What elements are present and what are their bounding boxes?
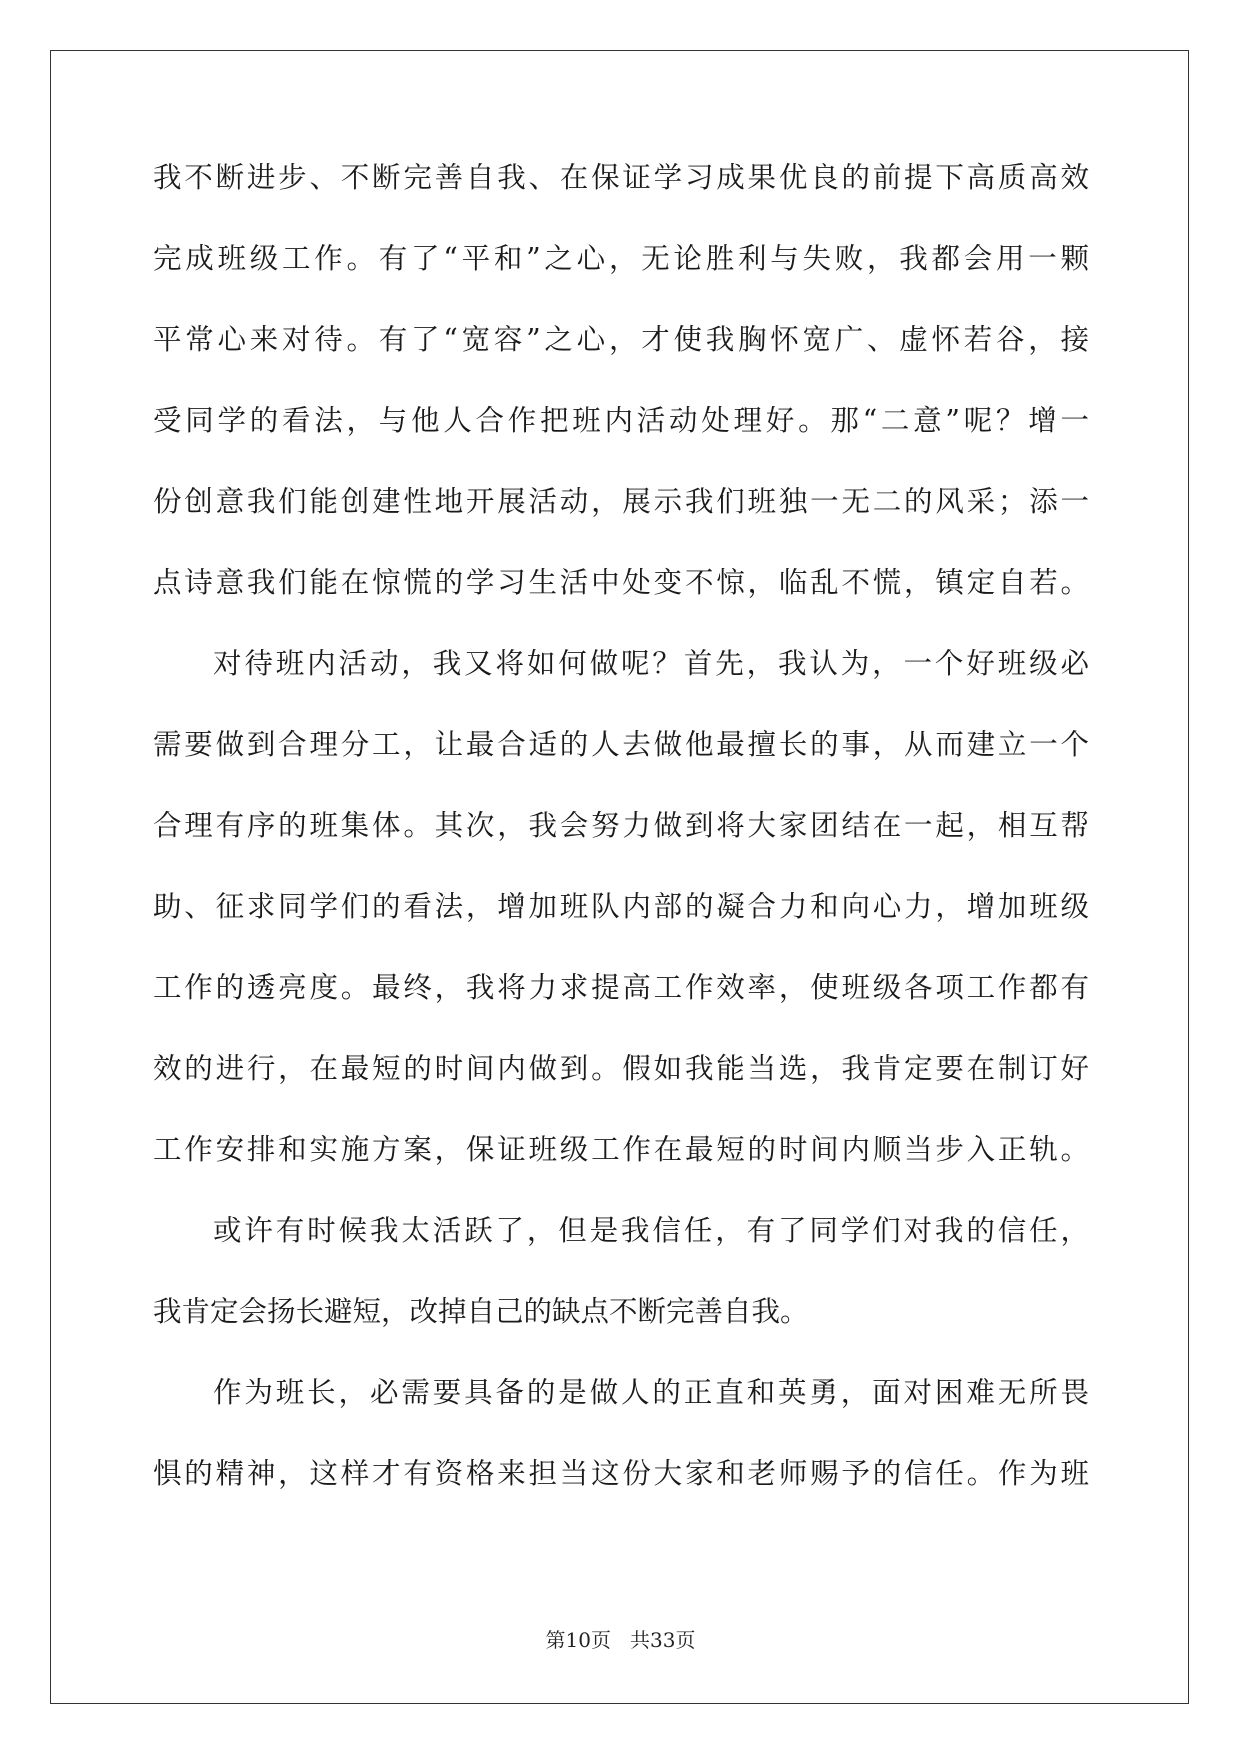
text-line: 完成班级工作。有了“平和”之心，无论胜利与失败，我都会用一颗 <box>153 242 1089 275</box>
text-line: 助、征求同学们的看法，增加班队内部的凝合力和向心力，增加班级 <box>153 890 1089 923</box>
page-number-footer: 第10页 共33页 <box>545 1628 696 1652</box>
text-line: 作为班长，必需要具备的是做人的正直和英勇，面对困难无所畏 <box>213 1376 1089 1409</box>
text-line: 对待班内活动，我又将如何做呢？首先，我认为，一个好班级必 <box>213 647 1089 680</box>
text-line: 需要做到合理分工，让最合适的人去做他最擅长的事，从而建立一个 <box>153 728 1089 761</box>
text-line: 点诗意我们能在惊慌的学习生活中处变不惊，临乱不慌，镇定自若。 <box>153 566 1089 599</box>
text-line: 工作的透亮度。最终，我将力求提高工作效率，使班级各项工作都有 <box>153 971 1089 1004</box>
text-line: 我肯定会扬长避短，改掉自己的缺点不断完善自我。 <box>153 1295 809 1328</box>
text-line: 工作安排和实施方案，保证班级工作在最短的时间内顺当步入正轨。 <box>153 1133 1089 1166</box>
text-line: 合理有序的班集体。其次，我会努力做到将大家团结在一起，相互帮 <box>153 809 1089 842</box>
text-line: 或许有时候我太活跃了，但是我信任，有了同学们对我的信任， <box>213 1214 1089 1247</box>
text-line: 惧的精神，这样才有资格来担当这份大家和老师赐予的信任。作为班 <box>153 1457 1089 1490</box>
text-line: 份创意我们能创建性地开展活动，展示我们班独一无二的风采；添一 <box>153 485 1089 518</box>
document-body <box>153 160 1089 1537</box>
text-line: 平常心来对待。有了“宽容”之心，才使我胸怀宽广、虚怀若谷，接 <box>153 323 1089 356</box>
text-line: 受同学的看法，与他人合作把班内活动处理好。那“二意”呢？增一 <box>153 404 1089 437</box>
text-line: 效的进行，在最短的时间内做到。假如我能当选，我肯定要在制订好 <box>153 1052 1089 1085</box>
text-line: 我不断进步、不断完善自我、在保证学习成果优良的前提下高质高效 <box>153 161 1089 194</box>
